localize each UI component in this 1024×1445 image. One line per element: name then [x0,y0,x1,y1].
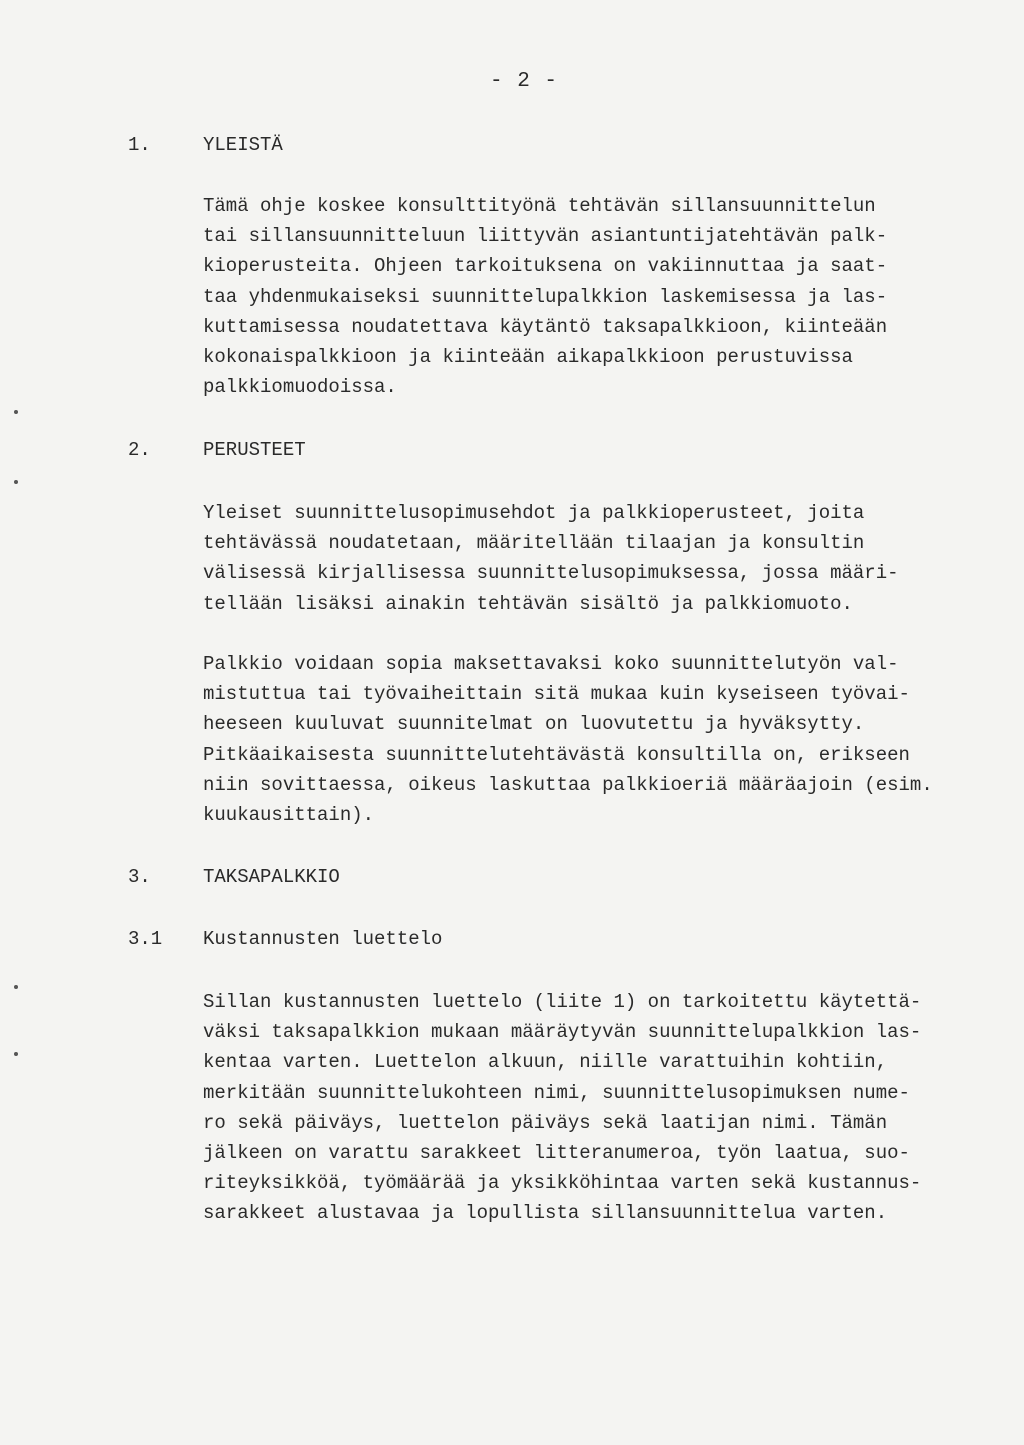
section-number: 2. [128,439,151,461]
paragraph [203,498,1003,619]
text-line: riteyksikköä, työmäärää ja yksikköhintaa varten sekä kustannus- [203,1172,922,1195]
text-line: väksi taksapalkkion mukaan määräytyvän suunnittelupalkkion las- [203,1021,922,1044]
text-line: kioperusteita. Ohjeen tarkoituksena on vakiinnuttaa ja saat- [203,255,888,278]
text-line: kokonaispalkkioon ja kiinteään aikapalkkioon perustuvissa [203,346,853,369]
text-line: Yleiset suunnittelusopimusehdot ja palkkioperusteet, joita [203,502,865,524]
subsection-number: 3.1 [128,928,163,950]
section-number: 3. [128,866,151,888]
text-line: merkitään suunnittelukohteen nimi, suunnittelusopimuksen nume- [203,1081,910,1104]
text-line: tehtävässä noudatetaan, määritellään tilaajan ja konsultin [203,532,865,555]
text-line: tellään lisäksi ainakin tehtävän sisältö ja palkkiomuoto. [203,592,853,615]
text-line: taa yhdenmukaiseksi suunnittelupalkkion laskemisessa ja las- [203,285,888,308]
text-line: kentaa varten. Luettelon alkuun, niille varattuihin kohtiin, [203,1051,888,1074]
section-heading: PERUSTEET [203,439,306,461]
page-number: - 2 - [490,70,559,93]
scan-mark [14,985,18,989]
scan-mark [14,480,18,484]
text-line: kuukausittain). [203,804,375,827]
section-heading: YLEISTÄ [203,134,283,156]
paragraph [203,649,1003,830]
text-line: Palkkio voidaan sopia maksettavaksi koko suunnittelutyön val- [203,653,899,675]
text-line: tai sillansuunnitteluun liittyvän asiantuntijatehtävän palk- [203,225,888,248]
text-line: välisessä kirjallisessa suunnittelusopimuksessa, jossa määri- [203,562,899,585]
text-line: kuttamisessa noudatettava käytäntö taksapalkkioon, kiinteään [203,315,888,338]
section-heading: TAKSAPALKKIO [203,866,340,888]
paragraph [203,191,1003,402]
text-line: palkkiomuodoissa. [203,376,397,399]
text-line: ro sekä päiväys, luettelon päiväys sekä laatijan nimi. Tämän [203,1111,888,1134]
text-line: Sillan kustannusten luettelo (liite 1) on tarkoitettu käytettä- [203,991,922,1013]
text-line: heeseen kuuluvat suunnitelmat on luovutettu ja hyväksytty. [203,713,865,736]
text-line: jälkeen on varattu sarakkeet litteranumeroa, työn laatua, suo- [203,1142,910,1165]
text-line: mistuttua tai työvaiheittain sitä mukaa kuin kyseiseen työvai- [203,683,910,706]
text-line: sarakkeet alustavaa ja lopullista sillansuunnittelua varten. [203,1202,888,1225]
paragraph [203,987,1003,1229]
text-line: niin sovittaessa, oikeus laskuttaa palkkioeriä määräajoin (esim. [203,773,933,796]
text-line: Pitkäaikaisesta suunnittelutehtävästä konsultilla on, erikseen [203,743,910,766]
section-number: 1. [128,134,151,156]
subsection-heading: Kustannusten luettelo [203,928,443,950]
text-line: Tämä ohje koskee konsulttityönä tehtävän sillansuunnittelun [203,195,876,217]
scan-mark [14,1052,18,1056]
scan-mark [14,410,18,414]
